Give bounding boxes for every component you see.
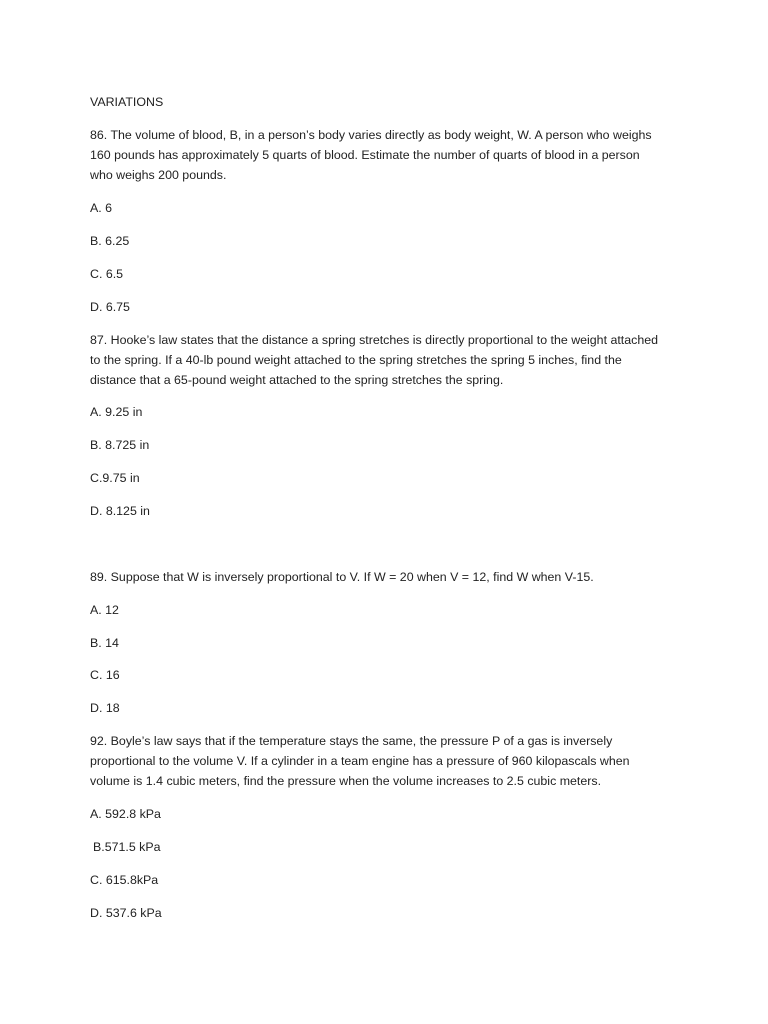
question-text-line: 92. Boyle’s law says that if the temperature stays the same, the pressure P of a gas is inversely [90,734,613,748]
question-text-line: 86. The volume of blood, B, in a person’s body varies directly as body weight, W. A person who weighs [90,128,652,142]
answer-option: B.571.5 kPa [93,840,161,854]
question-text-line: proportional to the volume V. If a cylinder in a team engine has a pressure of 960 kilopascals when [90,754,630,768]
question-86-text [90,125,690,185]
answer-option: C. 16 [90,668,120,682]
question-89-text [90,567,690,587]
answer-option: D. 8.125 in [90,504,150,518]
answer-option: D. 6.75 [90,300,130,314]
question-text-line: to the spring. If a 40-lb pound weight attached to the spring stretches the spring 5 inches, find the [90,353,622,367]
question-text-line: volume is 1.4 cubic meters, find the pressure when the volume increases to 2.5 cubic meters. [90,774,602,788]
question-text-line: 160 pounds has approximately 5 quarts of blood. Estimate the number of quarts of blood in a person [90,148,640,162]
answer-option: A. 592.8 kPa [90,807,161,821]
answer-option: A. 9.25 in [90,405,143,419]
answer-option: A. 12 [90,603,119,617]
document-heading: VARIATIONS [90,95,164,109]
answer-option: B. 14 [90,636,119,650]
question-text-line: distance that a 65-pound weight attached to the spring stretches the spring. [90,373,504,387]
question-text-line: 89. Suppose that W is inversely proportional to V. If W = 20 when V = 12, find W when V-15. [90,570,594,584]
answer-option: C.9.75 in [90,471,140,485]
question-92-text [90,731,690,791]
question-text-line: 87. Hooke’s law states that the distance a spring stretches is directly proportional to the weight attached [90,333,658,347]
answer-option: A. 6 [90,201,113,215]
answer-option: D. 537.6 kPa [90,906,162,920]
answer-option: B. 8.725 in [90,438,150,452]
answer-option: B. 6.25 [90,234,130,248]
answer-option: C. 6.5 [90,267,124,281]
question-87-text [90,330,690,390]
answer-option: C. 615.8kPa [90,873,159,887]
question-text-line: who weighs 200 pounds. [90,168,227,182]
answer-option: D. 18 [90,701,120,715]
